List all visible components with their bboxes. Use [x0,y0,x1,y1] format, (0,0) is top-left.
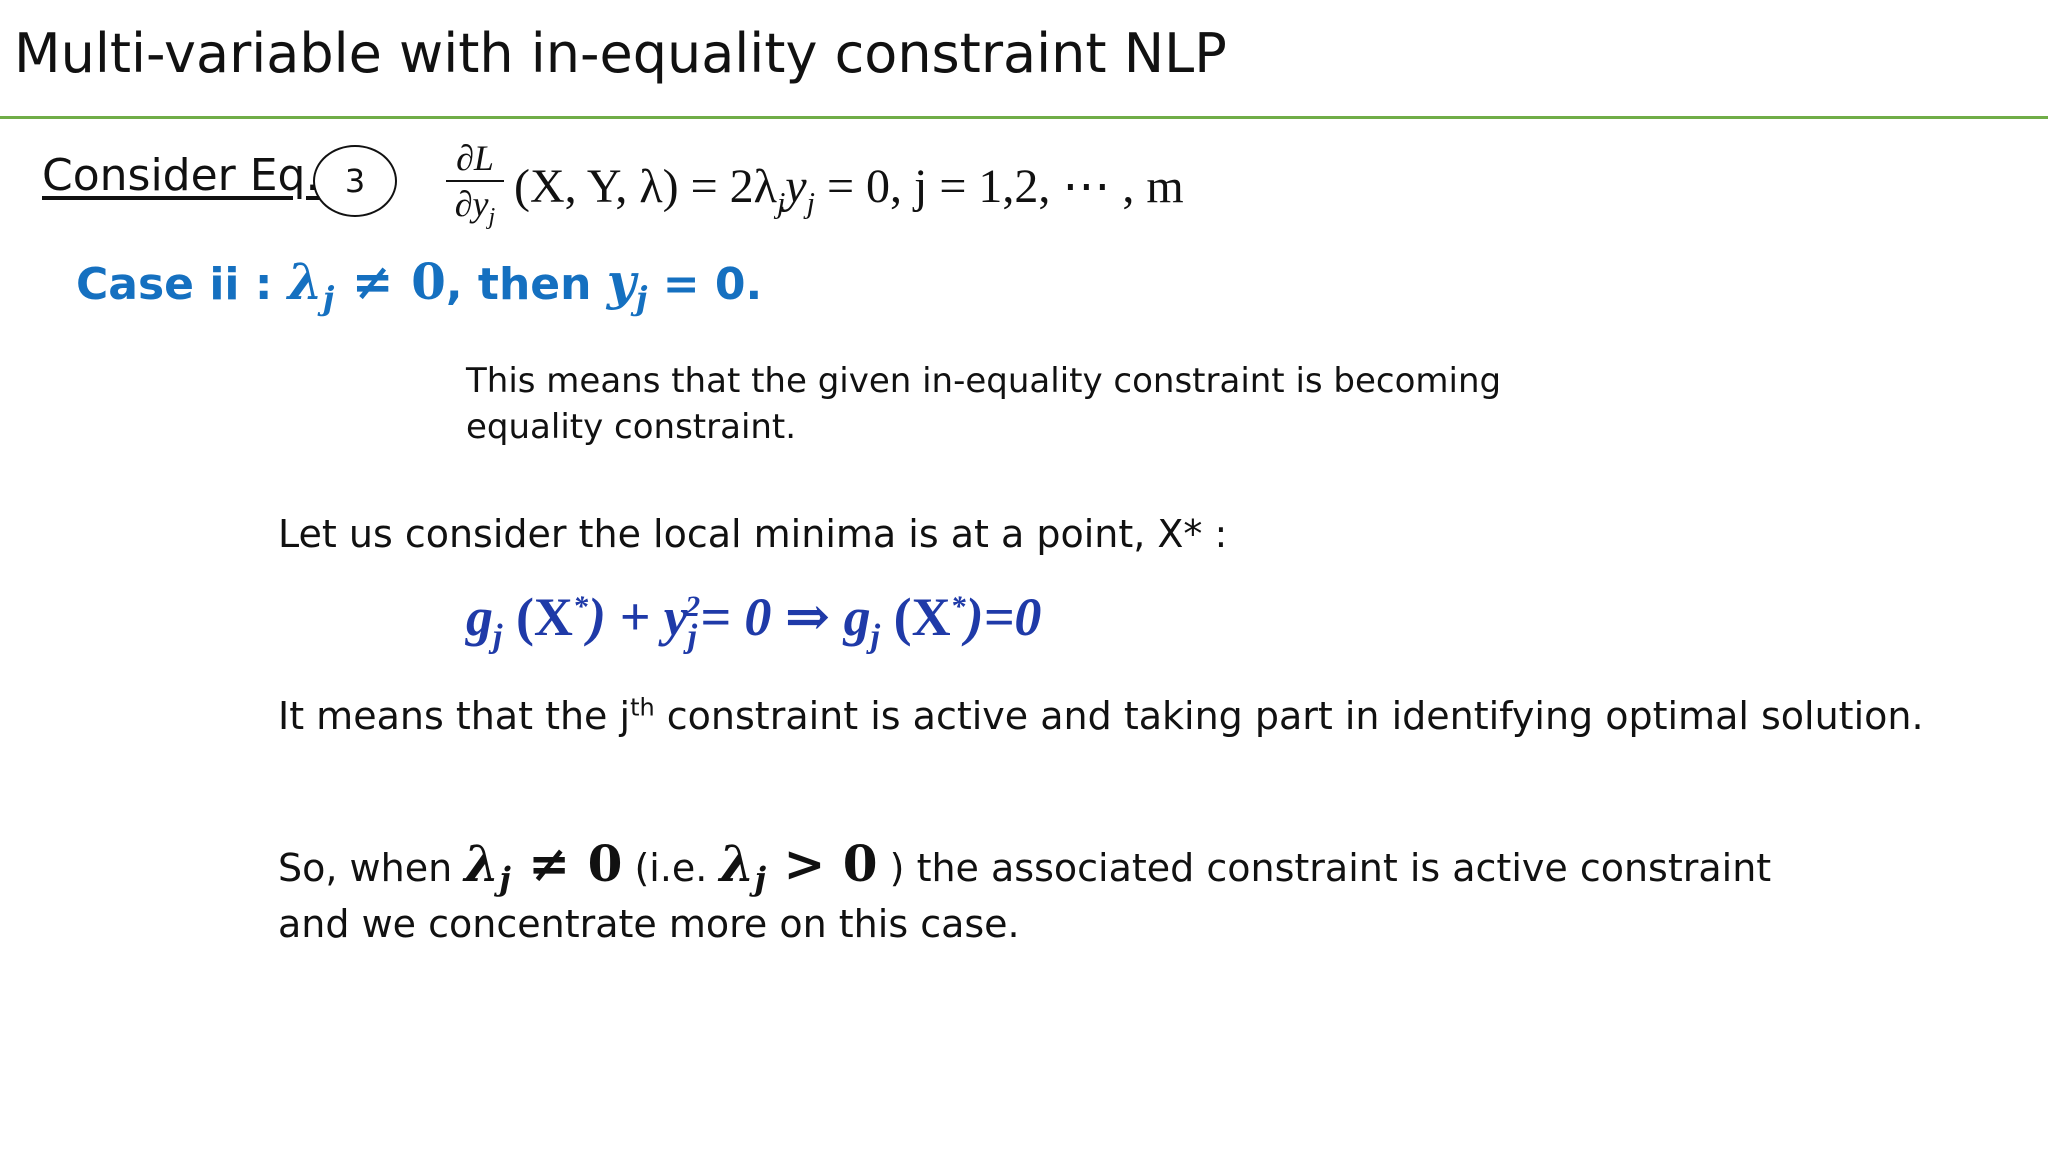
neq-zero: ≠ 0 [334,252,446,311]
star-2: * [950,590,966,623]
lagrangian-equation [514,158,1184,220]
eq-part-a: (X, Y, λ) = 2λ [514,160,777,213]
eq-zero: = 0. [647,259,763,310]
x-part-1: (X [502,587,573,647]
jth-b: constraint is active and taking part in identifying optimal solution. [654,694,1924,738]
sowhen-sub-2: j [754,859,767,898]
sowhen-b: ) the associated constraint is active constraint and we concentrate more on this case. [278,846,1772,946]
case-ii-heading [76,252,763,317]
g-sub: j [493,617,503,655]
fraction-bar [446,180,504,182]
slide-title: Multi-variable with in-equality constraint NLP [14,22,1227,85]
jth-constraint-text [278,694,1924,738]
sowhen-sub-1: j [499,859,511,898]
fraction-denominator [446,184,504,231]
sowhen-lambda-1: λ [464,834,500,893]
fraction-numerator: ∂L [456,138,494,178]
sowhen-gt: > 0 [766,834,878,893]
g-sub-2: j [870,617,881,655]
sowhen-a: So, when [278,846,465,890]
lambda-symbol: λ [287,252,323,311]
lambda-sub: j [322,278,335,317]
implies-g: = 0 ⇒ g [700,587,871,647]
jth-sup: th [630,693,655,722]
constraint-equation [466,584,1042,655]
case-label: Case ii : [76,259,288,310]
sowhen-lambda-2: λ [719,834,755,893]
so-when-paragraph [278,836,1818,952]
star-1: * [572,590,588,623]
g-symbol: g [466,587,493,647]
y-sub-g: j [687,617,698,655]
then-text: , then [445,259,607,310]
y-sup-g: 2 [685,590,701,623]
partial-derivative-fraction [446,138,504,231]
sowhen-neq: ≠ 0 [510,834,623,893]
title-divider [0,116,2048,119]
denominator-sub: j [488,204,496,231]
eq-end: )=0 [965,587,1042,647]
consider-label: Consider Eq. [42,150,320,201]
y-symbol: y [606,252,636,311]
eq-part-b: y [785,160,807,213]
denominator-var: ∂y [454,184,489,224]
jth-a: It means that the j [278,694,631,738]
equation-number-badge: 3 [313,145,397,217]
local-minima-text: Let us consider the local minima is at a point, X* : [278,512,1228,556]
plus-y: ) + y [587,587,688,647]
eq-part-c: = 0, j = 1,2, ⋯ , m [814,160,1184,213]
sowhen-ie: (i.e. [622,846,720,890]
x-part-2: (X [880,587,951,647]
means-paragraph: This means that the given in-equality constraint is becoming equality constraint. [466,361,1502,447]
y-sub: j [635,278,648,317]
eq-sub-2: j [806,186,815,220]
eq-sub-1: j [776,186,786,220]
